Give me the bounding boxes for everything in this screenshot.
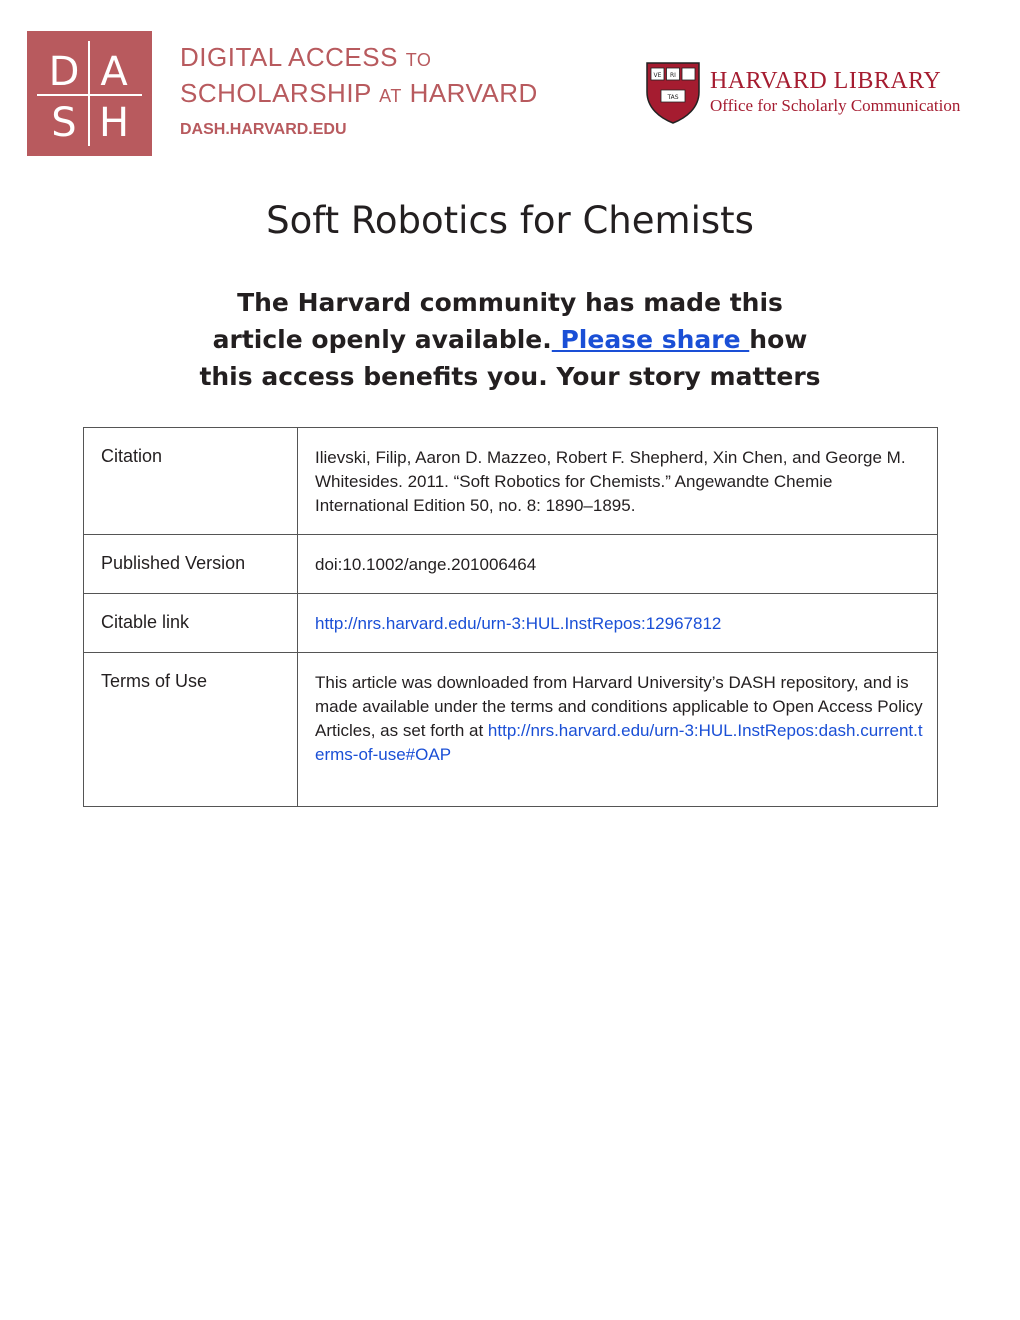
table-row-citation xyxy=(84,428,938,535)
dash-wordmark-digital-access: DIGITAL ACCESS xyxy=(180,42,398,72)
dash-wordmark-line2 xyxy=(180,78,538,109)
logo-letter-d: D xyxy=(48,49,80,95)
terms-of-use-cell xyxy=(298,653,938,807)
shield-text-tas: TAS xyxy=(667,94,679,101)
citation-label: Citation xyxy=(84,428,298,535)
message-line-1: The Harvard community has made this xyxy=(237,288,783,317)
shield-text-ve: VE xyxy=(653,72,662,79)
message-line-3: this access benefits you. Your story matters xyxy=(199,362,821,391)
harvard-library-subtitle: Office for Scholarly Communication xyxy=(710,96,961,115)
terms-of-use-label: Terms of Use xyxy=(84,653,298,807)
dash-wordmark-at: AT xyxy=(379,86,402,106)
citation-table xyxy=(83,427,938,807)
logo-letter-h: H xyxy=(98,100,130,146)
citable-link[interactable]: http://nrs.harvard.edu/urn-3:HUL.InstRepos:12967812 xyxy=(315,614,722,633)
document-title: Soft Robotics for Chemists xyxy=(266,199,754,242)
table-row-published-version xyxy=(84,535,938,594)
citable-link-label: Citable link xyxy=(84,594,298,653)
table-row-terms-of-use xyxy=(84,653,938,807)
message-line-2 xyxy=(0,321,1020,358)
dash-wordmark-harvard: HARVARD xyxy=(409,78,538,108)
harvard-library-title: HARVARD LIBRARY xyxy=(710,68,942,94)
dash-url: DASH.HARVARD.EDU xyxy=(180,121,347,138)
terms-of-use-text: This article was downloaded from Harvard University’s DASH repository, and is made available under the terms and conditions applicable to Open Access Policy Articles, as set forth at xyxy=(315,673,923,740)
dash-logo xyxy=(27,31,152,156)
published-version-label: Published Version xyxy=(84,535,298,594)
dash-wordmark-scholarship: SCHOLARSHIP xyxy=(180,78,372,108)
citation-value: Ilievski, Filip, Aaron D. Mazzeo, Robert F. Shepherd, Xin Chen, and George M. Whitesides. 2011. “Soft Robotics for Chemists.” Angewandte Chemie International Edition 50, no. 8: 1890–1895. xyxy=(298,428,938,535)
dash-wordmark-to: TO xyxy=(405,50,432,70)
citable-link-cell xyxy=(298,594,938,653)
message-line-2-post: how xyxy=(749,325,808,354)
table-row-citable-link xyxy=(84,594,938,653)
harvard-shield-icon xyxy=(646,62,700,124)
dash-wordmark-line1 xyxy=(180,42,431,73)
published-version-value: doi:10.1002/ange.201006464 xyxy=(298,535,938,594)
open-access-message xyxy=(0,284,1020,395)
terms-of-use-link[interactable]: http://nrs.harvard.edu/urn-3:HUL.InstRepos:dash.current.terms-of-use#OAP xyxy=(315,721,923,764)
logo-letter-a: A xyxy=(100,49,128,95)
message-line-2-pre: article openly available. xyxy=(212,325,552,354)
shield-text-ri: RI xyxy=(670,72,676,79)
please-share-link[interactable]: Please share xyxy=(551,325,750,354)
logo-letter-s: S xyxy=(51,100,77,146)
